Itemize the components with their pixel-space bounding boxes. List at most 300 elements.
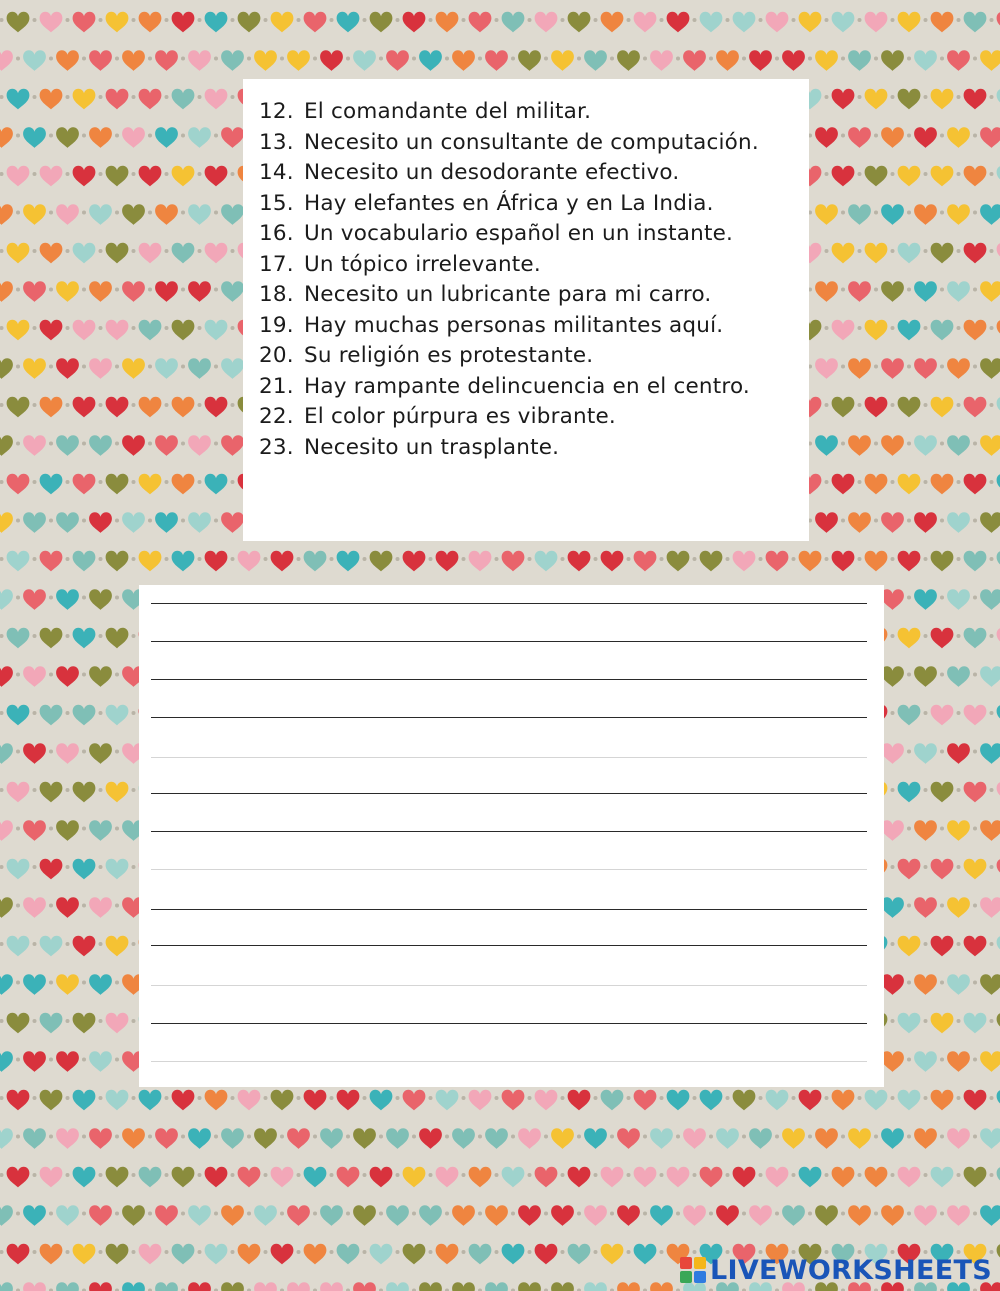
dot-icon bbox=[445, 1212, 449, 1216]
dot-icon bbox=[396, 1096, 400, 1100]
dot-icon bbox=[165, 249, 169, 253]
dot-icon bbox=[16, 1058, 20, 1062]
heart-icon bbox=[832, 551, 855, 572]
dot-icon bbox=[231, 249, 235, 253]
heart-icon bbox=[898, 859, 921, 880]
heart-icon bbox=[73, 1090, 96, 1111]
heart-icon bbox=[914, 666, 937, 687]
dot-icon bbox=[214, 442, 218, 446]
heart-icon bbox=[436, 12, 459, 33]
dot-icon bbox=[660, 557, 664, 561]
heart-icon bbox=[947, 1051, 970, 1072]
heart-icon bbox=[667, 551, 690, 572]
dot-icon bbox=[49, 365, 53, 369]
heart-icon bbox=[832, 243, 855, 264]
heart-icon bbox=[848, 435, 871, 456]
heart-icon bbox=[23, 589, 46, 610]
heart-icon bbox=[865, 12, 888, 33]
heart-icon bbox=[23, 1282, 46, 1291]
sentence-number: 15. bbox=[259, 190, 294, 216]
heart-icon bbox=[766, 12, 789, 33]
dot-icon bbox=[132, 557, 136, 561]
dot-icon bbox=[858, 1096, 862, 1100]
dot-icon bbox=[858, 249, 862, 253]
sentence-text: Necesito un consultante de computación. bbox=[304, 129, 759, 155]
writing-line bbox=[151, 1023, 867, 1024]
dot-icon bbox=[66, 480, 70, 484]
heart-icon bbox=[881, 1051, 904, 1072]
heart-icon bbox=[221, 435, 244, 456]
dot-icon bbox=[775, 1212, 779, 1216]
heart-icon bbox=[584, 1128, 607, 1149]
dot-icon bbox=[247, 1135, 251, 1139]
dot-icon bbox=[132, 1173, 136, 1177]
sentence-number: 12. bbox=[259, 99, 294, 124]
heart-icon bbox=[898, 474, 921, 495]
dot-icon bbox=[280, 1212, 284, 1216]
heart-icon bbox=[898, 936, 921, 957]
dot-icon bbox=[891, 788, 895, 792]
heart-icon bbox=[353, 1128, 376, 1149]
heart-icon bbox=[89, 50, 112, 71]
heart-icon bbox=[964, 166, 987, 187]
heart-icon bbox=[23, 743, 46, 764]
heart-icon bbox=[337, 1090, 360, 1111]
dot-icon bbox=[990, 711, 994, 715]
dot-icon bbox=[841, 1135, 845, 1139]
heart-icon bbox=[881, 1128, 904, 1149]
heart-icon bbox=[40, 628, 63, 649]
writing-line bbox=[151, 603, 867, 604]
dot-icon bbox=[973, 827, 977, 831]
dot-icon bbox=[858, 480, 862, 484]
dot-icon bbox=[115, 596, 119, 600]
heart-icon bbox=[832, 166, 855, 187]
dot-icon bbox=[49, 981, 53, 985]
dot-icon bbox=[198, 480, 202, 484]
heart-icon bbox=[980, 281, 1000, 302]
sentence-text: Un tópico irrelevante. bbox=[304, 251, 541, 277]
dot-icon bbox=[940, 981, 944, 985]
heart-icon bbox=[815, 127, 838, 148]
dot-icon bbox=[973, 442, 977, 446]
sentence-item bbox=[259, 128, 799, 159]
dot-icon bbox=[115, 57, 119, 61]
dot-icon bbox=[148, 211, 152, 215]
heart-icon bbox=[881, 358, 904, 379]
heart-icon bbox=[89, 820, 112, 841]
dot-icon bbox=[198, 1250, 202, 1254]
dot-icon bbox=[49, 1135, 53, 1139]
heart-icon bbox=[205, 320, 228, 341]
heart-icon bbox=[56, 1205, 79, 1226]
dot-icon bbox=[676, 1212, 680, 1216]
heart-icon bbox=[848, 50, 871, 71]
heart-icon bbox=[139, 551, 162, 572]
heart-icon bbox=[584, 1205, 607, 1226]
heart-icon bbox=[931, 782, 954, 803]
dot-icon bbox=[33, 172, 37, 176]
heart-icon bbox=[155, 204, 178, 225]
dot-icon bbox=[627, 1250, 631, 1254]
heart-icon bbox=[238, 551, 261, 572]
dot-icon bbox=[82, 1212, 86, 1216]
dot-icon bbox=[148, 134, 152, 138]
dot-icon bbox=[907, 57, 911, 61]
heart-icon bbox=[419, 1205, 442, 1226]
dot-icon bbox=[181, 365, 185, 369]
dot-icon bbox=[66, 172, 70, 176]
dot-icon bbox=[165, 95, 169, 99]
heart-icon bbox=[106, 1090, 129, 1111]
dot-icon bbox=[82, 596, 86, 600]
dot-icon bbox=[841, 211, 845, 215]
dot-icon bbox=[66, 95, 70, 99]
heart-icon bbox=[667, 1167, 690, 1188]
dot-icon bbox=[940, 365, 944, 369]
dot-icon bbox=[115, 1212, 119, 1216]
heart-icon bbox=[106, 1167, 129, 1188]
heart-icon bbox=[139, 243, 162, 264]
dot-icon bbox=[148, 57, 152, 61]
heart-icon bbox=[485, 1128, 508, 1149]
dot-icon bbox=[412, 1135, 416, 1139]
heart-icon bbox=[931, 936, 954, 957]
heart-icon bbox=[997, 1167, 1000, 1188]
dot-icon bbox=[874, 519, 878, 523]
dot-icon bbox=[346, 1212, 350, 1216]
heart-icon bbox=[518, 50, 541, 71]
heart-icon bbox=[403, 551, 426, 572]
dot-icon bbox=[610, 1135, 614, 1139]
heart-icon bbox=[0, 358, 13, 379]
heart-icon bbox=[73, 1013, 96, 1034]
heart-icon bbox=[980, 1205, 1000, 1226]
dot-icon bbox=[841, 134, 845, 138]
heart-icon bbox=[964, 243, 987, 264]
dot-icon bbox=[198, 18, 202, 22]
heart-icon bbox=[832, 320, 855, 341]
dot-icon bbox=[957, 788, 961, 792]
heart-icon bbox=[353, 1282, 376, 1291]
dot-icon bbox=[957, 172, 961, 176]
dot-icon bbox=[478, 1212, 482, 1216]
dot-icon bbox=[957, 18, 961, 22]
dot-icon bbox=[49, 673, 53, 677]
dot-icon bbox=[726, 1173, 730, 1177]
heart-icon bbox=[106, 166, 129, 187]
dot-icon bbox=[990, 480, 994, 484]
dot-icon bbox=[511, 1212, 515, 1216]
heart-icon bbox=[23, 1051, 46, 1072]
liveworksheets-logo[interactable] bbox=[680, 1254, 992, 1286]
writing-line bbox=[151, 909, 867, 910]
heart-icon bbox=[89, 435, 112, 456]
heart-icon bbox=[287, 1128, 310, 1149]
heart-icon bbox=[287, 50, 310, 71]
heart-icon bbox=[716, 50, 739, 71]
sentence-text: Hay rampante delincuencia en el centro. bbox=[304, 373, 750, 399]
dot-icon bbox=[726, 18, 730, 22]
dot-icon bbox=[759, 557, 763, 561]
heart-icon bbox=[964, 12, 987, 33]
dot-icon bbox=[808, 1212, 812, 1216]
heart-icon bbox=[7, 1090, 30, 1111]
heart-icon bbox=[980, 1051, 1000, 1072]
dot-icon bbox=[924, 1019, 928, 1023]
heart-icon bbox=[914, 974, 937, 995]
heart-icon bbox=[947, 820, 970, 841]
heart-icon bbox=[667, 1090, 690, 1111]
writing-line bbox=[151, 869, 867, 870]
heart-icon bbox=[799, 1167, 822, 1188]
heart-icon bbox=[650, 1205, 673, 1226]
dot-icon bbox=[495, 1173, 499, 1177]
heart-icon bbox=[23, 820, 46, 841]
dot-icon bbox=[528, 1173, 532, 1177]
dot-icon bbox=[973, 211, 977, 215]
heart-icon bbox=[931, 89, 954, 110]
heart-icon bbox=[40, 705, 63, 726]
dot-icon bbox=[214, 134, 218, 138]
heart-icon bbox=[749, 1128, 772, 1149]
dot-icon bbox=[709, 1212, 713, 1216]
heart-icon bbox=[914, 589, 937, 610]
dot-icon bbox=[99, 557, 103, 561]
dot-icon bbox=[907, 211, 911, 215]
dot-icon bbox=[214, 211, 218, 215]
writing-line bbox=[151, 1061, 867, 1062]
heart-icon bbox=[155, 1282, 178, 1291]
dot-icon bbox=[594, 1250, 598, 1254]
dot-icon bbox=[214, 1135, 218, 1139]
dot-icon bbox=[825, 172, 829, 176]
heart-icon bbox=[7, 1244, 30, 1265]
heart-icon bbox=[568, 551, 591, 572]
heart-icon bbox=[634, 1167, 657, 1188]
heart-icon bbox=[254, 1282, 277, 1291]
heart-icon bbox=[56, 820, 79, 841]
heart-icon bbox=[89, 1282, 112, 1291]
dot-icon bbox=[891, 1096, 895, 1100]
heart-icon bbox=[205, 243, 228, 264]
heart-icon bbox=[518, 1128, 541, 1149]
heart-icon bbox=[122, 50, 145, 71]
dot-icon bbox=[82, 904, 86, 908]
dot-icon bbox=[841, 57, 845, 61]
heart-icon bbox=[997, 782, 1000, 803]
heart-icon bbox=[73, 628, 96, 649]
heart-icon bbox=[452, 1282, 475, 1291]
dot-icon bbox=[33, 634, 37, 638]
heart-icon bbox=[172, 320, 195, 341]
dot-icon bbox=[330, 1250, 334, 1254]
dot-icon bbox=[858, 172, 862, 176]
heart-icon bbox=[221, 50, 244, 71]
dot-icon bbox=[231, 326, 235, 330]
heart-icon bbox=[898, 12, 921, 33]
heart-icon bbox=[947, 50, 970, 71]
dot-icon bbox=[907, 750, 911, 754]
heart-icon bbox=[832, 89, 855, 110]
heart-icon bbox=[89, 1205, 112, 1226]
dot-icon bbox=[16, 981, 20, 985]
heart-icon bbox=[337, 12, 360, 33]
dot-icon bbox=[726, 1096, 730, 1100]
heart-icon bbox=[931, 1167, 954, 1188]
answer-area[interactable] bbox=[139, 585, 884, 1087]
heart-icon bbox=[914, 204, 937, 225]
heart-icon bbox=[436, 1090, 459, 1111]
dot-icon bbox=[231, 95, 235, 99]
dot-icon bbox=[957, 711, 961, 715]
dot-icon bbox=[792, 557, 796, 561]
dot-icon bbox=[594, 1096, 598, 1100]
heart-icon bbox=[584, 50, 607, 71]
dot-icon bbox=[297, 1173, 301, 1177]
heart-icon bbox=[122, 435, 145, 456]
dot-icon bbox=[49, 519, 53, 523]
dot-icon bbox=[858, 557, 862, 561]
heart-icon bbox=[898, 243, 921, 264]
heart-icon bbox=[997, 705, 1000, 726]
heart-icon bbox=[40, 474, 63, 495]
dot-icon bbox=[891, 634, 895, 638]
heart-icon bbox=[502, 1090, 525, 1111]
dot-icon bbox=[33, 403, 37, 407]
heart-icon bbox=[898, 1013, 921, 1034]
heart-icon bbox=[0, 897, 13, 918]
heart-icon bbox=[848, 512, 871, 533]
heart-icon bbox=[89, 358, 112, 379]
heart-icon bbox=[716, 1128, 739, 1149]
heart-icon bbox=[964, 397, 987, 418]
dot-icon bbox=[148, 288, 152, 292]
dot-icon bbox=[16, 365, 20, 369]
dot-icon bbox=[990, 95, 994, 99]
heart-icon bbox=[238, 12, 261, 33]
heart-icon bbox=[568, 12, 591, 33]
heart-icon bbox=[650, 1282, 673, 1291]
dot-icon bbox=[66, 865, 70, 869]
heart-icon bbox=[7, 474, 30, 495]
dot-icon bbox=[115, 1135, 119, 1139]
dot-icon bbox=[528, 1096, 532, 1100]
heart-icon bbox=[172, 243, 195, 264]
dot-icon bbox=[990, 942, 994, 946]
heart-icon bbox=[914, 50, 937, 71]
heart-icon bbox=[73, 551, 96, 572]
heart-icon bbox=[89, 281, 112, 302]
dot-icon bbox=[924, 557, 928, 561]
dot-icon bbox=[231, 1250, 235, 1254]
heart-icon bbox=[188, 204, 211, 225]
heart-icon bbox=[502, 1167, 525, 1188]
dot-icon bbox=[16, 673, 20, 677]
heart-icon bbox=[980, 204, 1000, 225]
heart-icon bbox=[881, 897, 904, 918]
dot-icon bbox=[49, 1058, 53, 1062]
dot-icon bbox=[82, 1058, 86, 1062]
dot-icon bbox=[940, 904, 944, 908]
heart-icon bbox=[947, 1128, 970, 1149]
heart-icon bbox=[155, 435, 178, 456]
heart-icon bbox=[601, 1090, 624, 1111]
dot-icon bbox=[973, 365, 977, 369]
dot-icon bbox=[16, 134, 20, 138]
heart-icon bbox=[106, 320, 129, 341]
sentence-text: Necesito un lubricante para mi carro. bbox=[304, 282, 712, 307]
dot-icon bbox=[115, 211, 119, 215]
dot-icon bbox=[676, 57, 680, 61]
heart-icon bbox=[815, 358, 838, 379]
heart-icon bbox=[832, 1167, 855, 1188]
heart-icon bbox=[139, 166, 162, 187]
heart-icon bbox=[997, 1244, 1000, 1265]
dot-icon bbox=[231, 1096, 235, 1100]
dot-icon bbox=[924, 480, 928, 484]
heart-icon bbox=[320, 1282, 343, 1291]
heart-icon bbox=[7, 705, 30, 726]
dot-icon bbox=[231, 1173, 235, 1177]
heart-icon bbox=[535, 1090, 558, 1111]
dot-icon bbox=[49, 211, 53, 215]
dot-icon bbox=[627, 1173, 631, 1177]
heart-icon bbox=[89, 974, 112, 995]
heart-icon bbox=[40, 1090, 63, 1111]
dot-icon bbox=[0, 480, 4, 484]
dot-icon bbox=[49, 442, 53, 446]
dot-icon bbox=[363, 1250, 367, 1254]
heart-icon bbox=[782, 1205, 805, 1226]
heart-icon bbox=[386, 1205, 409, 1226]
heart-icon bbox=[106, 397, 129, 418]
heart-icon bbox=[881, 589, 904, 610]
heart-icon bbox=[172, 1244, 195, 1265]
dot-icon bbox=[511, 57, 515, 61]
dot-icon bbox=[858, 18, 862, 22]
heart-icon bbox=[221, 281, 244, 302]
dot-icon bbox=[0, 711, 4, 715]
dot-icon bbox=[379, 1135, 383, 1139]
heart-icon bbox=[56, 358, 79, 379]
heart-icon bbox=[40, 782, 63, 803]
heart-icon bbox=[469, 551, 492, 572]
heart-icon bbox=[617, 1128, 640, 1149]
dot-icon bbox=[759, 18, 763, 22]
dot-icon bbox=[379, 57, 383, 61]
heart-icon bbox=[139, 1244, 162, 1265]
dot-icon bbox=[495, 18, 499, 22]
sentence-item bbox=[259, 433, 799, 464]
heart-icon bbox=[848, 358, 871, 379]
dot-icon bbox=[165, 403, 169, 407]
heart-icon bbox=[914, 743, 937, 764]
sentence-number: 19. bbox=[259, 312, 294, 338]
dot-icon bbox=[940, 1212, 944, 1216]
dot-icon bbox=[115, 134, 119, 138]
heart-icon bbox=[106, 89, 129, 110]
heart-icon bbox=[0, 1051, 13, 1072]
dot-icon bbox=[907, 1135, 911, 1139]
dot-icon bbox=[297, 18, 301, 22]
dot-icon bbox=[792, 1173, 796, 1177]
dot-icon bbox=[907, 827, 911, 831]
heart-icon bbox=[7, 320, 30, 341]
heart-icon bbox=[997, 1013, 1000, 1034]
heart-icon bbox=[370, 12, 393, 33]
heart-icon bbox=[898, 1167, 921, 1188]
